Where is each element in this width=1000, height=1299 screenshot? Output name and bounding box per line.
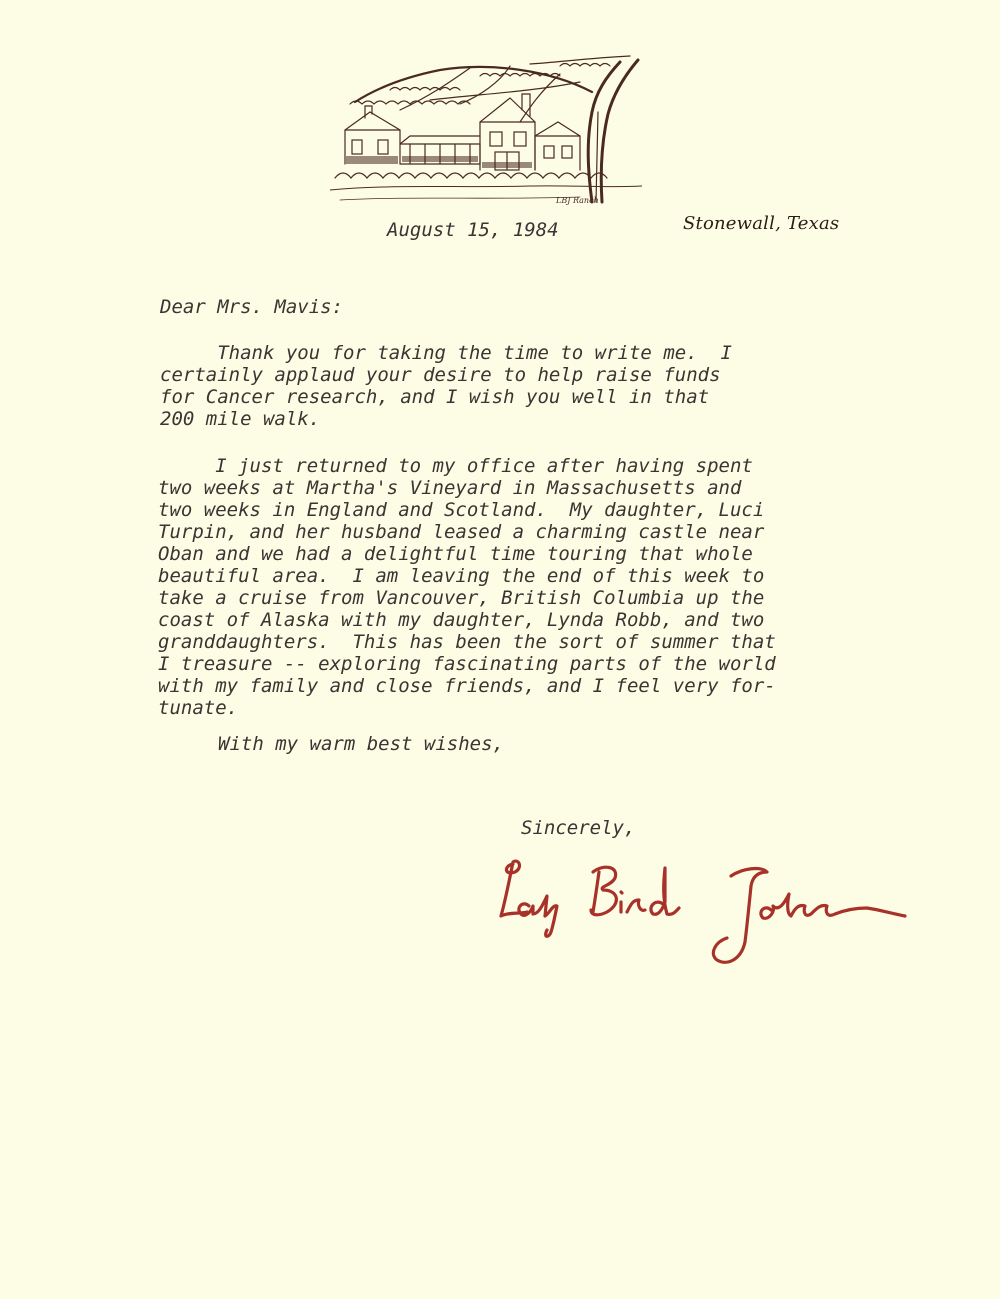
letter-date: August 15, 1984 (387, 219, 559, 241)
paragraph-line: two weeks at Martha's Vineyard in Massachusetts and (158, 477, 742, 499)
letterhead-place: Stonewall, Texas (683, 213, 840, 234)
paragraph-line: Oban and we had a delightful time touring that whole (158, 543, 753, 565)
paragraph-line: I just returned to my office after having spent (158, 455, 753, 477)
paragraph-line: I treasure -- exploring fascinating parts of the world (158, 653, 776, 675)
paragraph-line: 200 mile walk. (160, 408, 321, 430)
paragraph-line: Thank you for taking the time to write me. I (160, 342, 732, 364)
body-paragraph-1 (160, 342, 732, 430)
paragraph-line: take a cruise from Vancouver, British Columbia up the (158, 587, 765, 609)
paragraph-line: certainly applaud your desire to help raise funds (160, 364, 721, 386)
paragraph-line: for Cancer research, and I wish you well in that (160, 386, 710, 408)
paragraph-line: coast of Alaska with my daughter, Lynda Robb, and two (158, 609, 765, 631)
paragraph-line: two weeks in England and Scotland. My daughter, Luci (158, 499, 765, 521)
closing-wish: With my warm best wishes, (218, 733, 504, 755)
handwritten-signature-image (495, 842, 915, 982)
paragraph-line: Turpin, and her husband leased a charming castle near (158, 521, 765, 543)
valediction: Sincerely, (521, 817, 636, 839)
ranch-label: LBJ Ranch (556, 196, 599, 205)
paragraph-line: granddaughters. This has been the sort of summer that (158, 631, 776, 653)
salutation: Dear Mrs. Mavis: (160, 296, 344, 318)
paragraph-line: tunate. (158, 697, 239, 719)
paragraph-line: beautiful area. I am leaving the end of this week to (158, 565, 765, 587)
body-paragraph-2 (158, 455, 776, 719)
paragraph-line: with my family and close friends, and I feel very for- (158, 675, 776, 697)
ranch-house-sketch-image (330, 52, 642, 212)
